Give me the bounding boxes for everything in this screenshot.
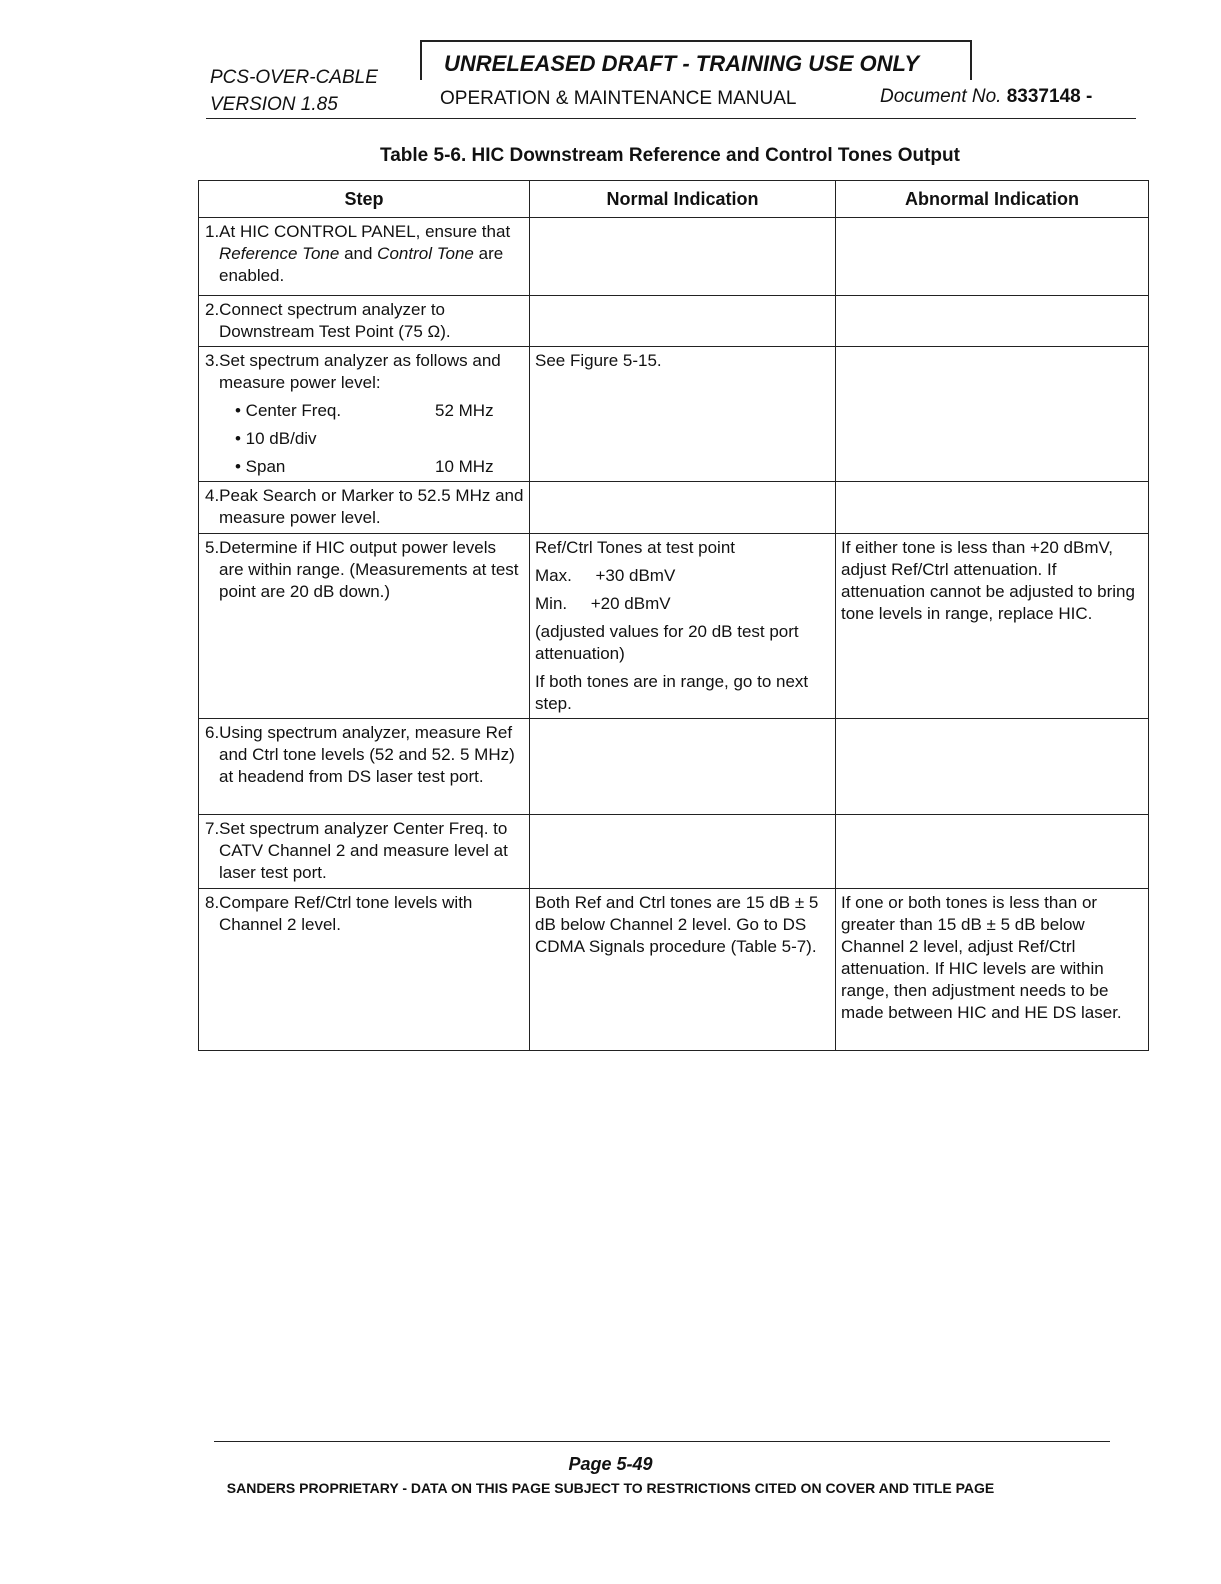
table-row	[199, 482, 1149, 534]
setting-scale: • 10 dB/div	[235, 429, 317, 448]
normal-cell	[530, 482, 836, 534]
abnormal-cell	[836, 296, 1149, 347]
normal-cell	[530, 719, 836, 815]
manual-title: OPERATION & MAINTENANCE MANUAL	[440, 88, 797, 109]
step-cell: 7.Set spectrum analyzer Center Freq. to CATV Channel 2 and measure level at laser test port.	[199, 815, 530, 889]
abnormal-cell	[836, 719, 1149, 815]
procedure-table	[198, 180, 1149, 1051]
normal-cell	[530, 815, 836, 889]
normal-cell	[530, 296, 836, 347]
column-header-step: Step	[199, 181, 530, 218]
step-cell: 3.Set spectrum analyzer as follows and measure power level: • Center Freq. 52 MHz • 10 dB/div • Span 10 MHz	[199, 347, 530, 482]
footer-divider	[214, 1441, 1110, 1442]
table-row	[199, 218, 1149, 296]
document-header-left	[210, 64, 378, 118]
normal-cell: Both Ref and Ctrl tones are 15 dB ± 5 dB below Channel 2 level. Go to DS CDMA Signals procedure (Table 5-7).	[530, 889, 836, 1051]
column-header-abnormal: Abnormal Indication	[836, 181, 1149, 218]
product-name: PCS-OVER-CABLE	[210, 67, 378, 88]
abnormal-cell	[836, 218, 1149, 296]
step-cell: 5.Determine if HIC output power levels are within range. (Measurements at test point are 20 dB down.)	[199, 534, 530, 719]
step-cell: 1.At HIC CONTROL PANEL, ensure that Reference Tone and Control Tone are enabled.	[199, 218, 530, 296]
table-header-row	[199, 181, 1149, 218]
doc-number: 8337148 -	[1006, 86, 1093, 107]
abnormal-cell: If either tone is less than +20 dBmV, adjust Ref/Ctrl attenuation. If attenuation cannot be adjusted to bring tone levels in range, replace HIC.	[836, 534, 1149, 719]
proprietary-notice: SANDERS PROPRIETARY - DATA ON THIS PAGE SUBJECT TO RESTRICTIONS CITED ON COVER AND TITLE PAGE	[226, 1480, 995, 1496]
draft-notice: UNRELEASED DRAFT - TRAINING USE ONLY	[420, 40, 972, 80]
analyzer-settings	[219, 400, 524, 478]
step-cell: 2.Connect spectrum analyzer to Downstream Test Point (75 Ω).	[199, 296, 530, 347]
table-row	[199, 719, 1149, 815]
normal-cell	[530, 218, 836, 296]
normal-cell: Ref/Ctrl Tones at test point Max. +30 dBmV Min. +20 dBmV (adjusted values for 20 dB test port attenuation) If both tones are in range, go to next step.	[530, 534, 836, 719]
step-cell: 6.Using spectrum analyzer, measure Ref and Ctrl tone levels (52 and 52. 5 MHz) at headend from DS laser test port.	[199, 719, 530, 815]
step-cell: 8.Compare Ref/Ctrl tone levels with Channel 2 level.	[199, 889, 530, 1051]
normal-cell: See Figure 5-15.	[530, 347, 836, 482]
table-row	[199, 347, 1149, 482]
abnormal-cell: If one or both tones is less than or greater than 15 dB ± 5 dB below Channel 2 level, adjust Ref/Ctrl attenuation. If HIC levels are within range, then adjustment needs to be made between HIC and HE DS laser.	[836, 889, 1149, 1051]
table-row	[199, 815, 1149, 889]
table-row	[199, 534, 1149, 719]
product-version: VERSION 1.85	[210, 94, 338, 115]
table-row	[199, 889, 1149, 1051]
setting-center-freq: • Center Freq. 52 MHz	[235, 401, 494, 420]
table-title: Table 5-6. HIC Downstream Reference and Control Tones Output	[380, 145, 960, 166]
setting-span: • Span 10 MHz	[235, 457, 494, 476]
table-row	[199, 296, 1149, 347]
doc-label: Document No.	[880, 86, 1002, 107]
abnormal-cell	[836, 482, 1149, 534]
abnormal-cell	[836, 347, 1149, 482]
header-divider	[206, 118, 1136, 119]
page-number: Page 5-49	[568, 1454, 653, 1474]
column-header-normal: Normal Indication	[530, 181, 836, 218]
step-cell: 4.Peak Search or Marker to 52.5 MHz and measure power level.	[199, 482, 530, 534]
document-number	[880, 86, 1092, 108]
abnormal-cell	[836, 815, 1149, 889]
